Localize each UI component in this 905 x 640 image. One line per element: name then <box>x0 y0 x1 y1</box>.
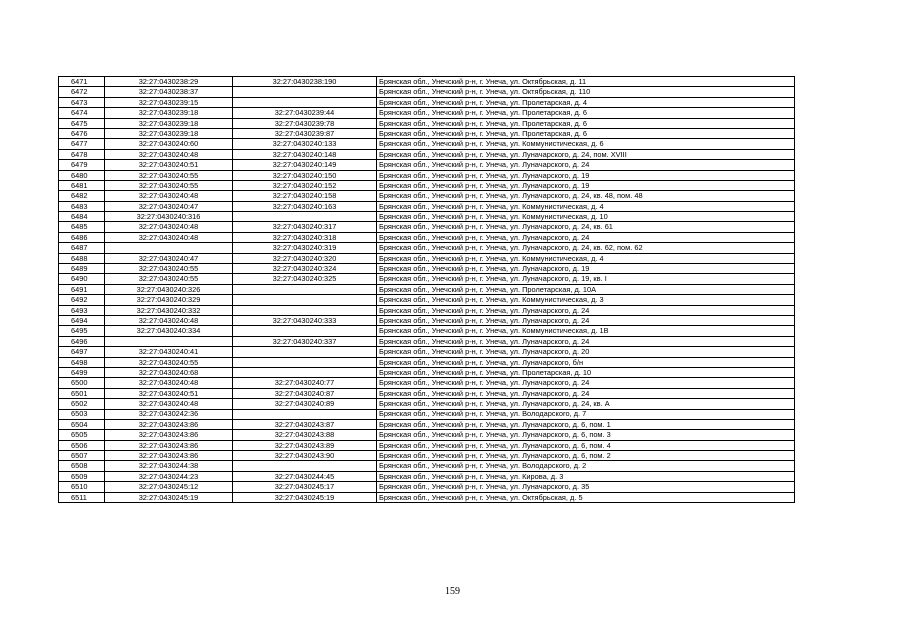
cadastral-number-cell: 32:27:0430240:68 <box>105 367 233 377</box>
address-cell: Брянская обл., Унечский р-н, г. Унеча, ул. Луначарского, д. 6, пом. 3 <box>377 430 795 440</box>
related-cadastral-number-cell: 32:27:0430243:87 <box>233 419 377 429</box>
row-number-cell: 6504 <box>59 419 105 429</box>
row-number-cell: 6491 <box>59 284 105 294</box>
row-number-cell: 6500 <box>59 378 105 388</box>
related-cadastral-number-cell <box>233 284 377 294</box>
row-number-cell: 6483 <box>59 201 105 211</box>
address-cell: Брянская обл., Унечский р-н, г. Унеча, ул. Луначарского, д. 19 <box>377 264 795 274</box>
address-cell: Брянская обл., Унечский р-н, г. Унеча, ул. Луначарского, д. 24, кв. 48, пом. 48 <box>377 191 795 201</box>
cadastral-number-cell: 32:27:0430240:55 <box>105 274 233 284</box>
cadastral-number-cell: 32:27:0430240:48 <box>105 191 233 201</box>
related-cadastral-number-cell <box>233 305 377 315</box>
cadastral-number-cell: 32:27:0430245:19 <box>105 492 233 502</box>
related-cadastral-number-cell: 32:27:0430240:333 <box>233 315 377 325</box>
related-cadastral-number-cell <box>233 347 377 357</box>
cadastral-number-cell: 32:27:0430243:86 <box>105 419 233 429</box>
address-cell: Брянская обл., Унечский р-н, г. Унеча, ул. Луначарского, д. 24 <box>377 315 795 325</box>
table-row <box>59 232 795 242</box>
table-row <box>59 419 795 429</box>
cadastral-table <box>58 76 795 503</box>
related-cadastral-number-cell <box>233 326 377 336</box>
address-cell: Брянская обл., Унечский р-н, г. Унеча, ул. Луначарского, д. 24, кв. 61 <box>377 222 795 232</box>
related-cadastral-number-cell: 32:27:0430240:150 <box>233 170 377 180</box>
address-cell: Брянская обл., Унечский р-н, г. Унеча, ул. Пролетарская, д. 6 <box>377 118 795 128</box>
cadastral-number-cell: 32:27:0430240:55 <box>105 264 233 274</box>
cadastral-number-cell: 32:27:0430240:48 <box>105 378 233 388</box>
address-cell: Брянская обл., Унечский р-н, г. Унеча, ул. Пролетарская, д. 6 <box>377 128 795 138</box>
row-number-cell: 6487 <box>59 243 105 253</box>
related-cadastral-number-cell: 32:27:0430240:163 <box>233 201 377 211</box>
related-cadastral-number-cell <box>233 409 377 419</box>
cadastral-number-cell: 32:27:0430240:55 <box>105 180 233 190</box>
row-number-cell: 6505 <box>59 430 105 440</box>
address-cell: Брянская обл., Унечский р-н, г. Унеча, ул. Луначарского, д. 24, пом. XVIII <box>377 149 795 159</box>
address-cell: Брянская обл., Унечский р-н, г. Унеча, ул. Кирова, д. 3 <box>377 471 795 481</box>
cadastral-number-cell: 32:27:0430240:51 <box>105 160 233 170</box>
table-row <box>59 315 795 325</box>
address-cell: Брянская обл., Унечский р-н, г. Унеча, ул. Луначарского, д. 24 <box>377 378 795 388</box>
table-row <box>59 461 795 471</box>
row-number-cell: 6510 <box>59 482 105 492</box>
table-row <box>59 222 795 232</box>
address-cell: Брянская обл., Унечский р-н, г. Унеча, ул. Луначарского, б/н <box>377 357 795 367</box>
related-cadastral-number-cell: 32:27:0430243:89 <box>233 440 377 450</box>
related-cadastral-number-cell: 32:27:0430243:90 <box>233 451 377 461</box>
address-cell: Брянская обл., Унечский р-н, г. Унеча, ул. Луначарского, д. 24, кв. 62, пом. 62 <box>377 243 795 253</box>
address-cell: Брянская обл., Унечский р-н, г. Унеча, ул. Луначарского, д. 6, пом. 2 <box>377 451 795 461</box>
row-number-cell: 6499 <box>59 367 105 377</box>
related-cadastral-number-cell: 32:27:0430245:19 <box>233 492 377 502</box>
row-number-cell: 6492 <box>59 295 105 305</box>
address-cell: Брянская обл., Унечский р-н, г. Унеча, ул. Луначарского, д. 19 <box>377 180 795 190</box>
row-number-cell: 6503 <box>59 409 105 419</box>
table-row <box>59 326 795 336</box>
address-cell: Брянская обл., Унечский р-н, г. Унеча, ул. Коммунистическая, д. 4 <box>377 253 795 263</box>
row-number-cell: 6479 <box>59 160 105 170</box>
table-row <box>59 253 795 263</box>
related-cadastral-number-cell: 32:27:0430240:89 <box>233 399 377 409</box>
related-cadastral-number-cell: 32:27:0430240:149 <box>233 160 377 170</box>
related-cadastral-number-cell: 32:27:0430240:317 <box>233 222 377 232</box>
address-cell: Брянская обл., Унечский р-н, г. Унеча, ул. Коммунистическая, д. 1В <box>377 326 795 336</box>
table-row <box>59 430 795 440</box>
address-cell: Брянская обл., Унечский р-н, г. Унеча, ул. Луначарского, д. 6, пом. 1 <box>377 419 795 429</box>
related-cadastral-number-cell <box>233 295 377 305</box>
address-cell: Брянская обл., Унечский р-н, г. Унеча, ул. Луначарского, д. 24, кв. А <box>377 399 795 409</box>
address-cell: Брянская обл., Унечский р-н, г. Унеча, ул. Луначарского, д. 19, кв. I <box>377 274 795 284</box>
cadastral-number-cell: 32:27:0430238:29 <box>105 77 233 87</box>
cadastral-number-cell: 32:27:0430240:55 <box>105 170 233 180</box>
address-cell: Брянская обл., Унечский р-н, г. Унеча, ул. Луначарского, д. 24 <box>377 305 795 315</box>
cadastral-number-cell: 32:27:0430240:48 <box>105 399 233 409</box>
cadastral-number-cell: 32:27:0430239:18 <box>105 108 233 118</box>
row-number-cell: 6495 <box>59 326 105 336</box>
related-cadastral-number-cell <box>233 461 377 471</box>
row-number-cell: 6480 <box>59 170 105 180</box>
table-row <box>59 128 795 138</box>
table-row <box>59 336 795 346</box>
table-row <box>59 180 795 190</box>
row-number-cell: 6494 <box>59 315 105 325</box>
row-number-cell: 6507 <box>59 451 105 461</box>
row-number-cell: 6475 <box>59 118 105 128</box>
related-cadastral-number-cell <box>233 87 377 97</box>
related-cadastral-number-cell: 32:27:0430245:17 <box>233 482 377 492</box>
row-number-cell: 6508 <box>59 461 105 471</box>
table-row <box>59 170 795 180</box>
address-cell: Брянская обл., Унечский р-н, г. Унеча, ул. Луначарского, д. 24 <box>377 388 795 398</box>
related-cadastral-number-cell: 32:27:0430240:158 <box>233 191 377 201</box>
table-row <box>59 305 795 315</box>
row-number-cell: 6474 <box>59 108 105 118</box>
cadastral-number-cell: 32:27:0430239:18 <box>105 128 233 138</box>
related-cadastral-number-cell: 32:27:0430240:152 <box>233 180 377 190</box>
address-cell: Брянская обл., Унечский р-н, г. Унеча, ул. Коммунистическая, д. 3 <box>377 295 795 305</box>
address-cell: Брянская обл., Унечский р-н, г. Унеча, ул. Луначарского, д. 24 <box>377 160 795 170</box>
cadastral-number-cell: 32:27:0430240:332 <box>105 305 233 315</box>
cadastral-number-cell: 32:27:0430240:48 <box>105 222 233 232</box>
table-row <box>59 160 795 170</box>
row-number-cell: 6511 <box>59 492 105 502</box>
cadastral-number-cell: 32:27:0430240:326 <box>105 284 233 294</box>
related-cadastral-number-cell: 32:27:0430240:87 <box>233 388 377 398</box>
address-cell: Брянская обл., Унечский р-н, г. Унеча, ул. Луначарского, д. 24 <box>377 336 795 346</box>
table-row <box>59 399 795 409</box>
related-cadastral-number-cell: 32:27:0430238:190 <box>233 77 377 87</box>
address-cell: Брянская обл., Унечский р-н, г. Унеча, ул. Володарского, д. 2 <box>377 461 795 471</box>
table-row <box>59 451 795 461</box>
row-number-cell: 6472 <box>59 87 105 97</box>
table-row <box>59 191 795 201</box>
row-number-cell: 6506 <box>59 440 105 450</box>
cadastral-number-cell <box>105 336 233 346</box>
cadastral-number-cell: 32:27:0430240:334 <box>105 326 233 336</box>
related-cadastral-number-cell: 32:27:0430240:318 <box>233 232 377 242</box>
address-cell: Брянская обл., Унечский р-н, г. Унеча, ул. Пролетарская, д. 10А <box>377 284 795 294</box>
table-row <box>59 97 795 107</box>
row-number-cell: 6476 <box>59 128 105 138</box>
page-number: 159 <box>445 586 460 597</box>
row-number-cell: 6493 <box>59 305 105 315</box>
related-cadastral-number-cell <box>233 367 377 377</box>
address-cell: Брянская обл., Унечский р-н, г. Унеча, ул. Володарского, д. 7 <box>377 409 795 419</box>
table-row <box>59 77 795 87</box>
cadastral-number-cell: 32:27:0430238:37 <box>105 87 233 97</box>
row-number-cell: 6471 <box>59 77 105 87</box>
cadastral-number-cell: 32:27:0430240:51 <box>105 388 233 398</box>
address-cell: Брянская обл., Унечский р-н, г. Унеча, ул. Коммунистическая, д. 10 <box>377 212 795 222</box>
table-row <box>59 492 795 502</box>
address-cell: Брянская обл., Унечский р-н, г. Унеча, ул. Луначарского, д. 35 <box>377 482 795 492</box>
cadastral-number-cell: 32:27:0430240:48 <box>105 232 233 242</box>
row-number-cell: 6496 <box>59 336 105 346</box>
related-cadastral-number-cell: 32:27:0430239:87 <box>233 128 377 138</box>
row-number-cell: 6478 <box>59 149 105 159</box>
related-cadastral-number-cell <box>233 97 377 107</box>
cadastral-number-cell: 32:27:0430240:60 <box>105 139 233 149</box>
address-cell: Брянская обл., Унечский р-н, г. Унеча, ул. Октябрьская, д. 110 <box>377 87 795 97</box>
related-cadastral-number-cell: 32:27:0430244:45 <box>233 471 377 481</box>
cadastral-number-cell: 32:27:0430240:316 <box>105 212 233 222</box>
table-row <box>59 87 795 97</box>
related-cadastral-number-cell: 32:27:0430240:324 <box>233 264 377 274</box>
cadastral-number-cell: 32:27:0430240:48 <box>105 149 233 159</box>
address-cell: Брянская обл., Унечский р-н, г. Унеча, ул. Пролетарская, д. 6 <box>377 108 795 118</box>
table-row <box>59 388 795 398</box>
table-row <box>59 118 795 128</box>
related-cadastral-number-cell: 32:27:0430243:88 <box>233 430 377 440</box>
cadastral-number-cell: 32:27:0430245:12 <box>105 482 233 492</box>
table-row <box>59 347 795 357</box>
address-cell: Брянская обл., Унечский р-н, г. Унеча, ул. Луначарского, д. 6, пом. 4 <box>377 440 795 450</box>
cadastral-number-cell: 32:27:0430240:55 <box>105 357 233 367</box>
row-number-cell: 6477 <box>59 139 105 149</box>
cadastral-number-cell: 32:27:0430240:41 <box>105 347 233 357</box>
row-number-cell: 6509 <box>59 471 105 481</box>
related-cadastral-number-cell <box>233 357 377 367</box>
cadastral-number-cell: 32:27:0430240:329 <box>105 295 233 305</box>
row-number-cell: 6502 <box>59 399 105 409</box>
row-number-cell: 6490 <box>59 274 105 284</box>
table-row <box>59 149 795 159</box>
cadastral-number-cell: 32:27:0430242:36 <box>105 409 233 419</box>
row-number-cell: 6481 <box>59 180 105 190</box>
cadastral-number-cell: 32:27:0430243:86 <box>105 430 233 440</box>
cadastral-number-cell <box>105 243 233 253</box>
cadastral-number-cell: 32:27:0430239:18 <box>105 118 233 128</box>
related-cadastral-number-cell: 32:27:0430240:319 <box>233 243 377 253</box>
cadastral-number-cell: 32:27:0430244:23 <box>105 471 233 481</box>
table-row <box>59 409 795 419</box>
row-number-cell: 6482 <box>59 191 105 201</box>
table-body <box>59 77 795 503</box>
address-cell: Брянская обл., Унечский р-н, г. Унеча, ул. Коммунистическая, д. 6 <box>377 139 795 149</box>
cadastral-number-cell: 32:27:0430240:47 <box>105 201 233 211</box>
cadastral-number-cell: 32:27:0430243:86 <box>105 440 233 450</box>
cadastral-number-cell: 32:27:0430244:38 <box>105 461 233 471</box>
address-cell: Брянская обл., Унечский р-н, г. Унеча, ул. Луначарского, д. 24 <box>377 232 795 242</box>
row-number-cell: 6473 <box>59 97 105 107</box>
row-number-cell: 6498 <box>59 357 105 367</box>
row-number-cell: 6497 <box>59 347 105 357</box>
table-row <box>59 274 795 284</box>
related-cadastral-number-cell: 32:27:0430240:77 <box>233 378 377 388</box>
address-cell: Брянская обл., Унечский р-н, г. Унеча, ул. Луначарского, д. 20 <box>377 347 795 357</box>
related-cadastral-number-cell: 32:27:0430240:325 <box>233 274 377 284</box>
row-number-cell: 6489 <box>59 264 105 274</box>
cadastral-number-cell: 32:27:0430243:86 <box>105 451 233 461</box>
address-cell: Брянская обл., Унечский р-н, г. Унеча, ул. Коммунистическая, д. 4 <box>377 201 795 211</box>
related-cadastral-number-cell: 32:27:0430240:337 <box>233 336 377 346</box>
cadastral-number-cell: 32:27:0430239:15 <box>105 97 233 107</box>
related-cadastral-number-cell: 32:27:0430240:320 <box>233 253 377 263</box>
row-number-cell: 6488 <box>59 253 105 263</box>
table-row <box>59 378 795 388</box>
table-row <box>59 108 795 118</box>
table-row <box>59 243 795 253</box>
row-number-cell: 6486 <box>59 232 105 242</box>
table-row <box>59 284 795 294</box>
row-number-cell: 6484 <box>59 212 105 222</box>
address-cell: Брянская обл., Унечский р-н, г. Унеча, ул. Луначарского, д. 19 <box>377 170 795 180</box>
related-cadastral-number-cell: 32:27:0430239:44 <box>233 108 377 118</box>
related-cadastral-number-cell <box>233 212 377 222</box>
cadastral-number-cell: 32:27:0430240:47 <box>105 253 233 263</box>
related-cadastral-number-cell: 32:27:0430240:133 <box>233 139 377 149</box>
table-row <box>59 295 795 305</box>
address-cell: Брянская обл., Унечский р-н, г. Унеча, ул. Пролетарская, д. 4 <box>377 97 795 107</box>
table-row <box>59 264 795 274</box>
related-cadastral-number-cell: 32:27:0430239:78 <box>233 118 377 128</box>
row-number-cell: 6485 <box>59 222 105 232</box>
table-row <box>59 440 795 450</box>
table-row <box>59 201 795 211</box>
table-row <box>59 482 795 492</box>
row-number-cell: 6501 <box>59 388 105 398</box>
address-cell: Брянская обл., Унечский р-н, г. Унеча, ул. Пролетарская, д. 10 <box>377 367 795 377</box>
table-row <box>59 357 795 367</box>
cadastral-number-cell: 32:27:0430240:48 <box>105 315 233 325</box>
address-cell: Брянская обл., Унечский р-н, г. Унеча, ул. Октябрьская, д. 5 <box>377 492 795 502</box>
table-row <box>59 212 795 222</box>
table-row <box>59 139 795 149</box>
address-cell: Брянская обл., Унечский р-н, г. Унеча, ул. Октябрьская, д. 11 <box>377 77 795 87</box>
table-row <box>59 471 795 481</box>
related-cadastral-number-cell: 32:27:0430240:148 <box>233 149 377 159</box>
table-row <box>59 367 795 377</box>
